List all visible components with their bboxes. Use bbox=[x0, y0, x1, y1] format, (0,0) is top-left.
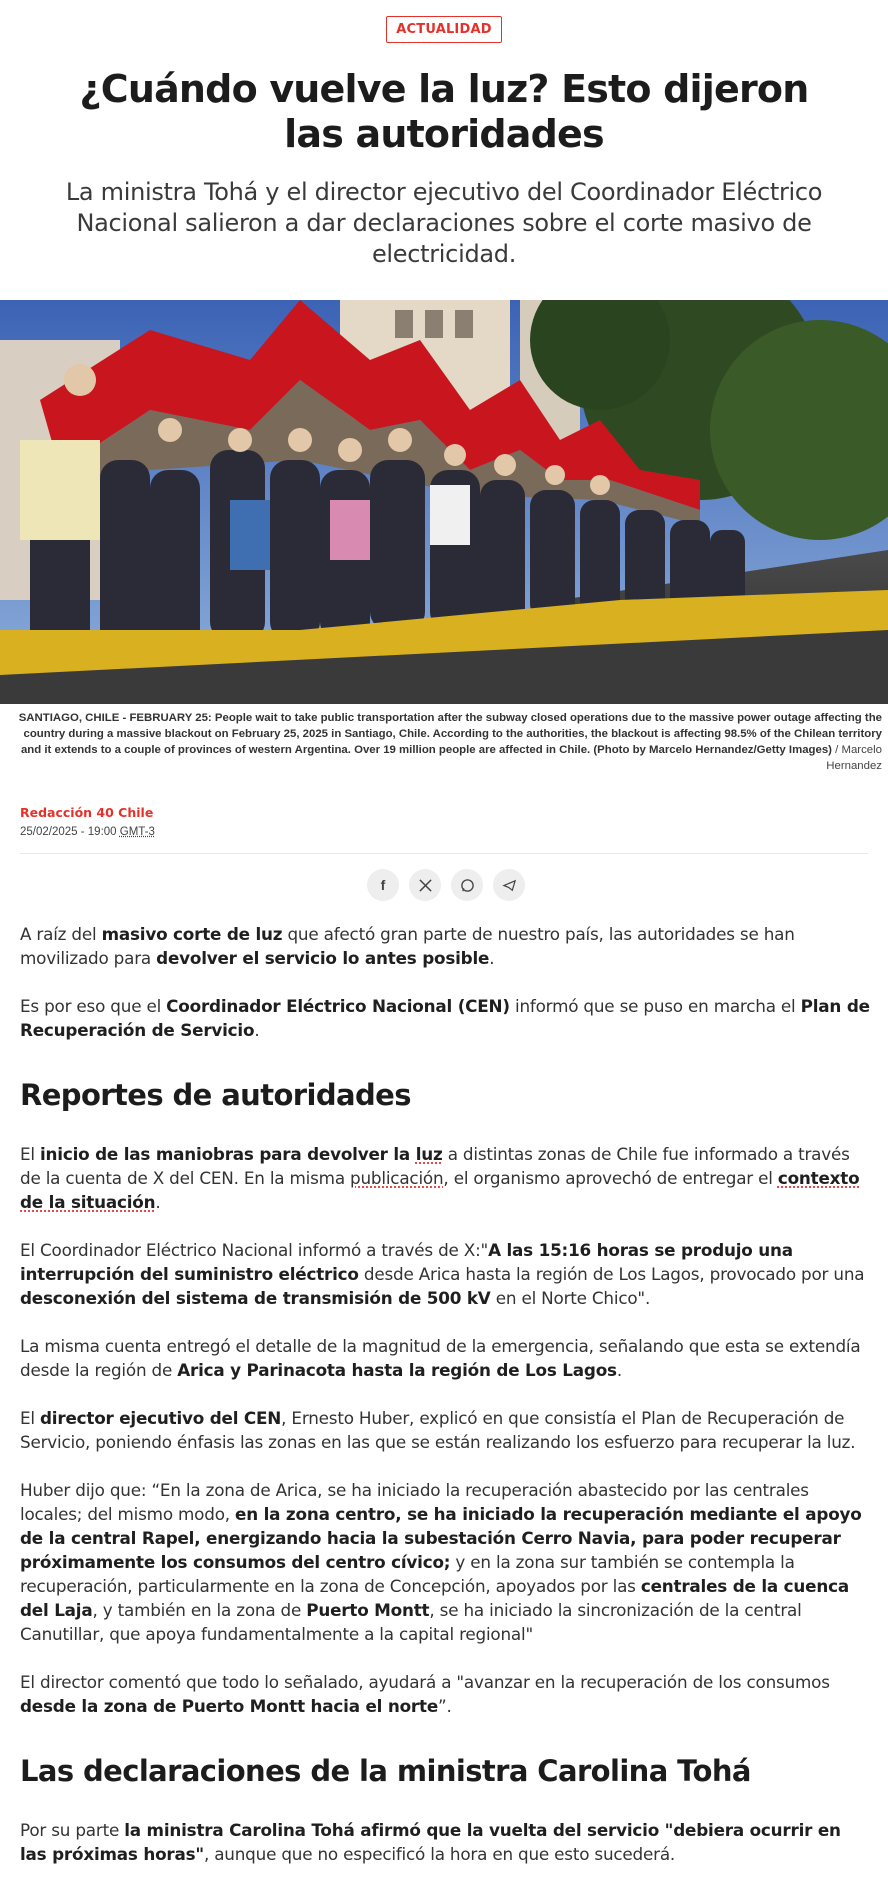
telegram-icon bbox=[502, 878, 517, 893]
article-header bbox=[0, 0, 888, 270]
x-icon bbox=[418, 878, 433, 893]
telegram-share-button[interactable] bbox=[493, 869, 525, 901]
luz-link[interactable]: luz bbox=[415, 1144, 443, 1164]
facebook-icon: f bbox=[380, 877, 386, 893]
date-text: 25/02/2025 - 19:00 bbox=[20, 826, 120, 838]
section-heading-declaraciones: Las declaraciones de la ministra Carolina Tohá bbox=[20, 1754, 751, 1788]
photo-caption bbox=[0, 710, 888, 774]
whatsapp-icon bbox=[460, 878, 475, 893]
category-tag[interactable]: ACTUALIDAD bbox=[386, 16, 501, 43]
paragraph-7: Huber dijo que: “En la zona de Arica, se ha iniciado la recuperación abastecido por las centrales locales; del mismo modo, en la zona centro, se ha iniciado la recuperación mediante el apoyo de la central Rapel, energizando hacia la subestación Cerro Navia, para poder recuperar próximamente los consumos del centro cívico; y en la zona sur también se contempla la recuperación, particularmente en la zona de Concepción, apoyados por las centrales de la cuenca del Laja, y también en la zona de Puerto Montt, se ha iniciado la sincronización de la central Canutillar, que apoya fundamentalmente a la capital regional" bbox=[20, 1480, 862, 1644]
photo-credit: / Marcelo Hernandez bbox=[826, 744, 882, 772]
paragraph-9: Por su parte la ministra Carolina Tohá afirmó que la vuelta del servicio "debiera ocurrir en las próximas horas", aunque que no especificó la hora en que esto sucederá. bbox=[20, 1820, 841, 1864]
x-share-button[interactable] bbox=[409, 869, 441, 901]
paragraph-2: Es por eso que el Coordinador Eléctrico Nacional (CEN) informó que se puso en marcha el Plan de Recuperación de Servicio. bbox=[20, 996, 870, 1040]
timezone: GMT-3 bbox=[119, 826, 155, 838]
facebook-share-button[interactable] bbox=[367, 869, 399, 901]
section-heading-reportes: Reportes de autoridades bbox=[20, 1078, 411, 1112]
author-link[interactable]: Redacción 40 Chile bbox=[20, 805, 154, 820]
hero-photo bbox=[0, 300, 888, 704]
contexto-link[interactable]: contexto de la situación bbox=[20, 1168, 860, 1212]
publicacion-link[interactable]: publicación bbox=[350, 1168, 444, 1188]
publish-date bbox=[20, 826, 155, 838]
paragraph-4: El Coordinador Eléctrico Nacional informó a través de X:"A las 15:16 horas se produjo una interrupción del suministro eléctrico desde Arica hasta la región de Los Lagos, provocado por una desconexión del sistema de transmisión de 500 kV en el Norte Chico". bbox=[20, 1240, 865, 1308]
caption-text: SANTIAGO, CHILE - FEBRUARY 25: People wait to take public transportation after the subway closed operations due to the massive power outage affecting the country during a massive blackout on February 25, 2025 in Santiago, Chile. According to the authorities, the blackout is affecting 98.5% of the Chilean territory and it extends to a couple of provinces of western Argentina. Over 19 million people are affected in Chile. (Photo by Marcelo Hernandez/Getty Images) bbox=[18, 712, 882, 756]
divider bbox=[20, 853, 868, 854]
article-body bbox=[20, 922, 872, 1890]
byline bbox=[20, 805, 155, 838]
headline: ¿Cuándo vuelve la luz? Esto dijeron las autoridades bbox=[79, 67, 809, 156]
paragraph-6: El director ejecutivo del CEN, Ernesto Huber, explicó en que consistía el Plan de Recuperación de Servicio, poniendo énfasis las zonas en las que se están realizando los esfuerzo para recuperar la luz. bbox=[20, 1408, 856, 1452]
paragraph-1: A raíz del masivo corte de luz que afectó gran parte de nuestro país, las autoridades se han movilizado para devolver el servicio lo antes posible. bbox=[20, 924, 795, 968]
subheadline: La ministra Tohá y el director ejecutivo del Coordinador Eléctrico Nacional salieron a dar declaraciones sobre el corte masivo de electricidad. bbox=[65, 178, 823, 268]
paragraph-5: La misma cuenta entregó el detalle de la magnitud de la emergencia, señalando que esta se extendía desde la región de Arica y Parinacota hasta la región de Los Lagos. bbox=[20, 1336, 861, 1380]
share-bar bbox=[367, 869, 525, 901]
hero-photo-illustration bbox=[0, 300, 888, 704]
paragraph-8: El director comentó que todo lo señalado, ayudará a "avanzar en la recuperación de los consumos desde la zona de Puerto Montt hacia el norte”. bbox=[20, 1672, 830, 1716]
paragraph-3: El inicio de las maniobras para devolver la luz a distintas zonas de Chile fue informado a través de la cuenta de X del CEN. En la misma publicación, el organismo aprovechó de entregar el contexto de la situación. bbox=[20, 1144, 860, 1212]
whatsapp-share-button[interactable] bbox=[451, 869, 483, 901]
